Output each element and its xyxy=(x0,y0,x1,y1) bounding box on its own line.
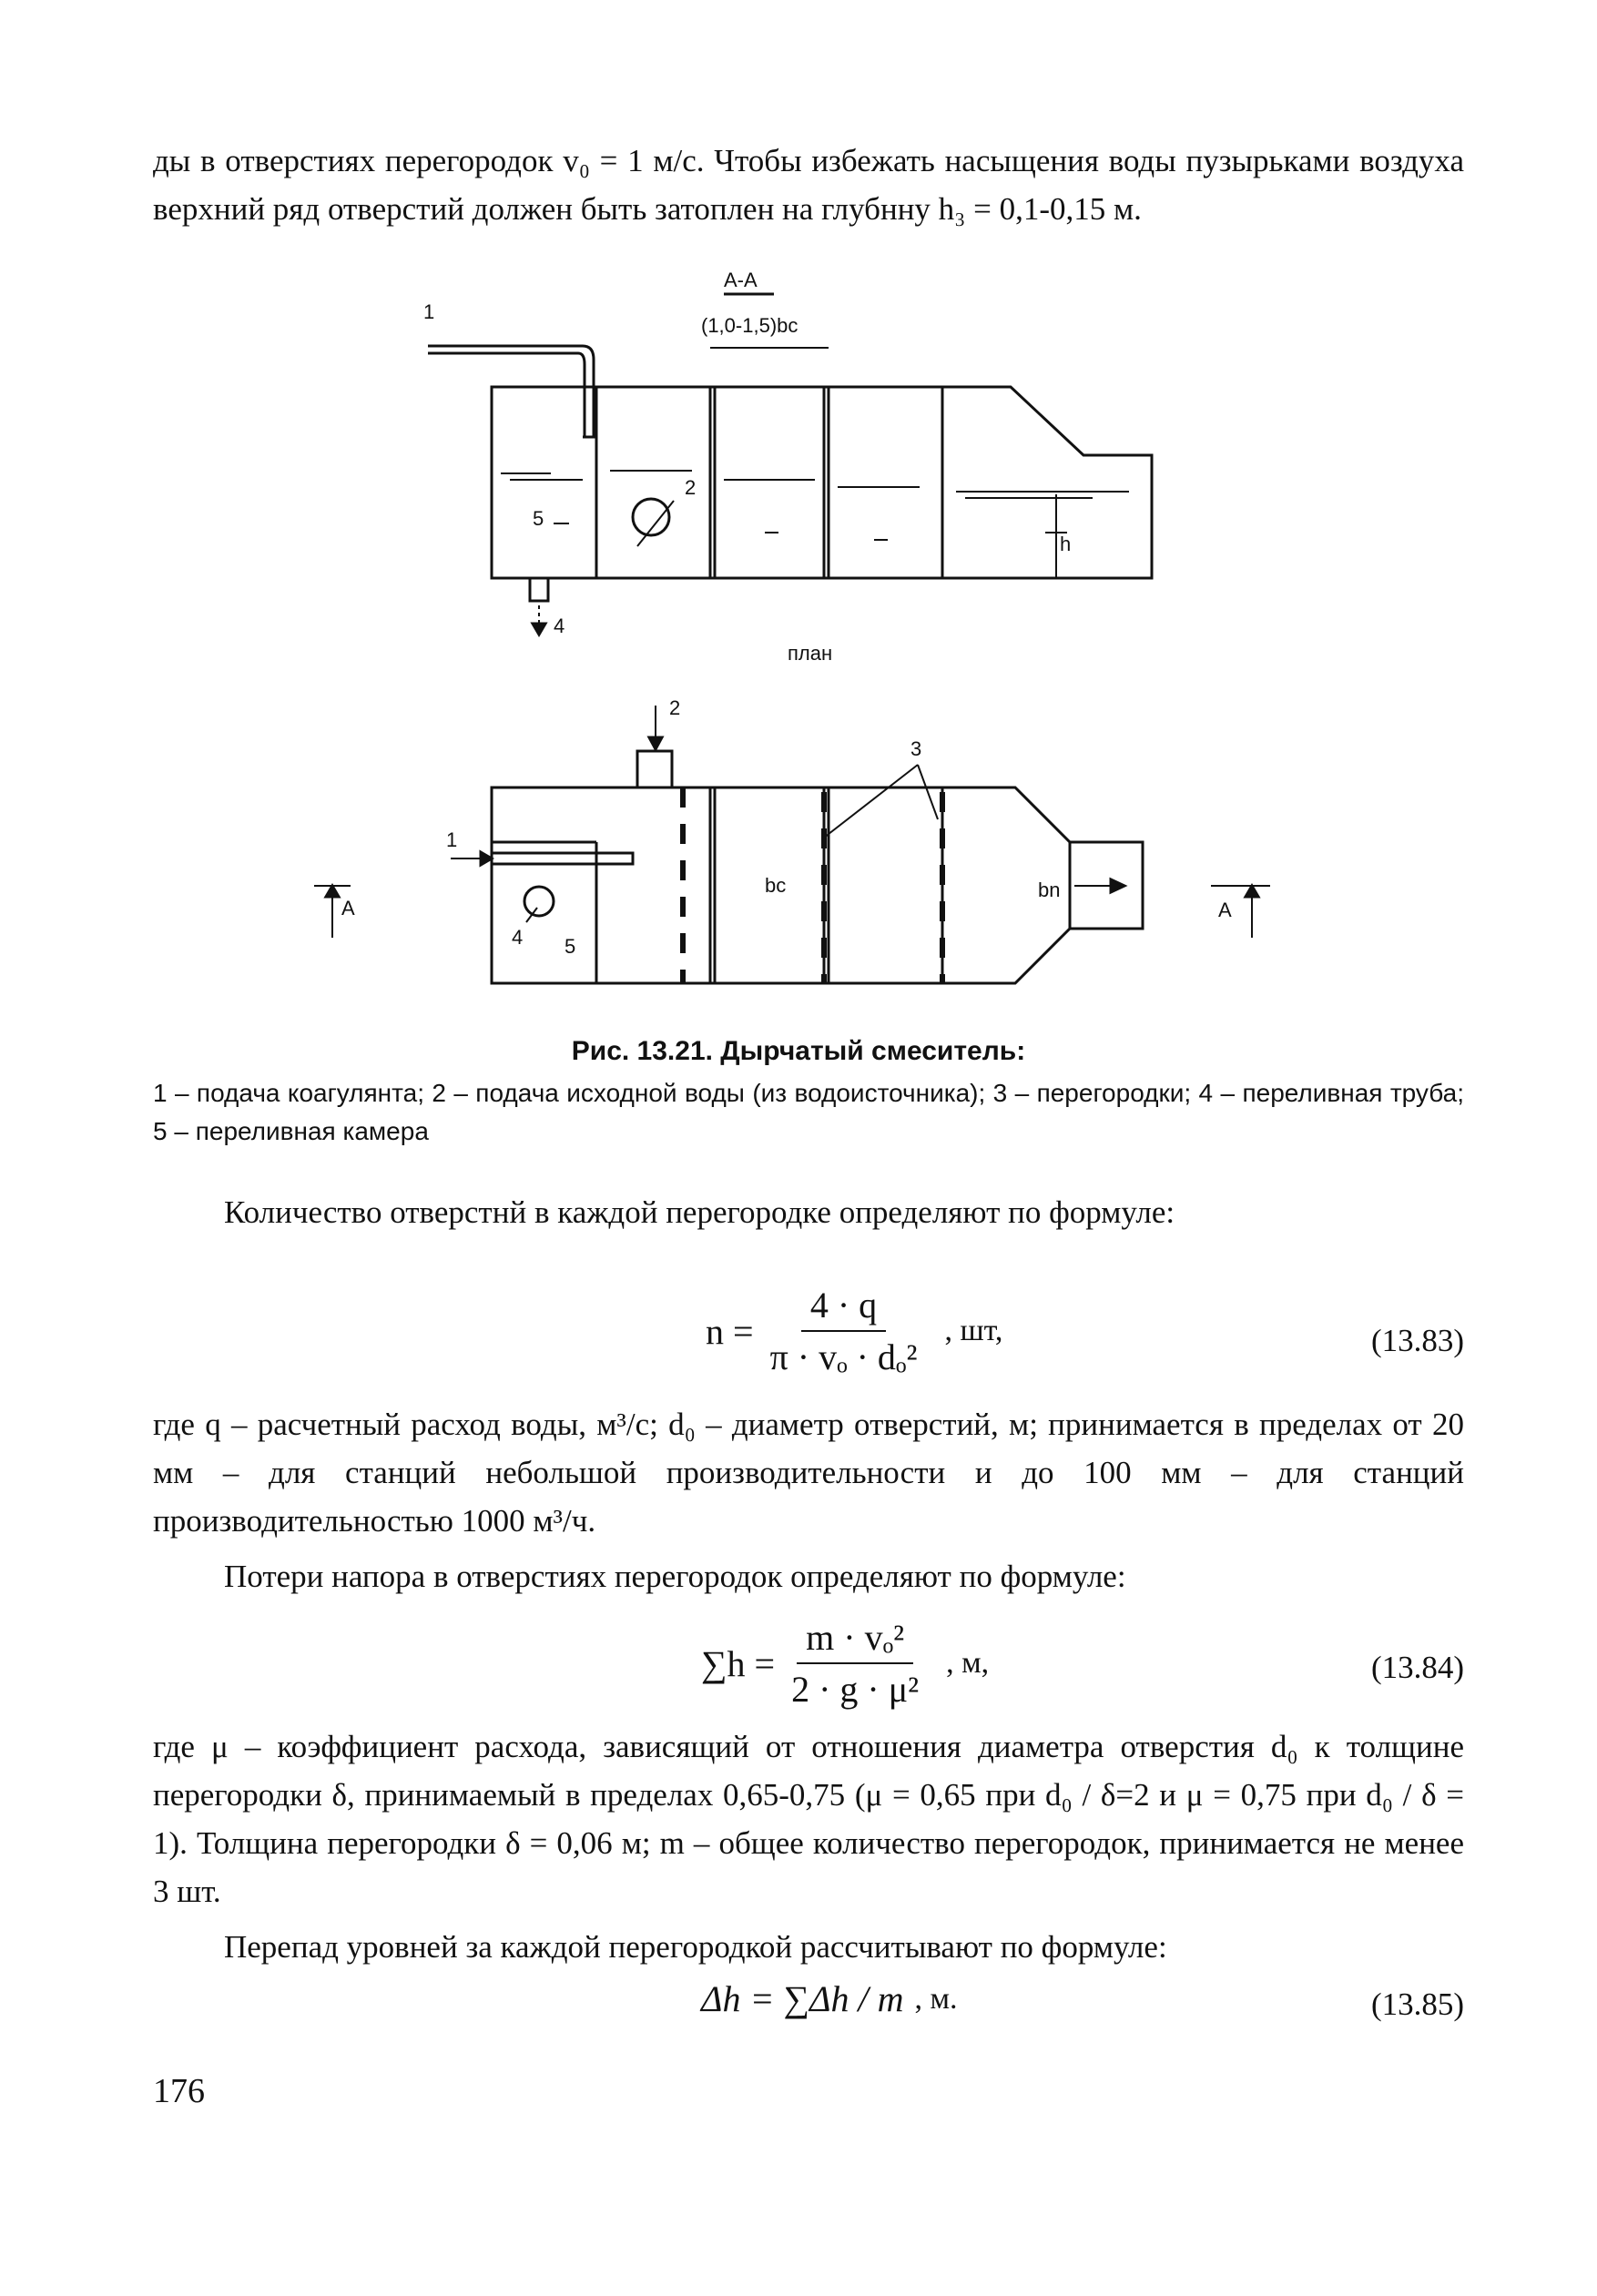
level-drop-intro-paragraph: Перепад уровней за каждой перегородкой рассчитывают по формуле: xyxy=(224,1929,1167,1965)
figure-caption-title: Рис. 13.21. Дырчатый смеситель: xyxy=(571,1036,1026,1066)
formula-13-84-fraction xyxy=(782,1616,928,1711)
formula-13-83-unit: , шт, xyxy=(944,1314,1003,1347)
formula-13-84 xyxy=(701,1616,989,1711)
formula-13-83 xyxy=(706,1284,1002,1378)
label-2-plan: 2 xyxy=(669,696,681,719)
section-marker-right: A xyxy=(1218,899,1232,921)
label-1-plan: 1 xyxy=(446,828,458,851)
figure-caption-text: 1 – подача коагулянта; 2 – подача исходной воды (из водоисточника); 3 – перегородки; 4 – переливная труба; 5 – переливная камера xyxy=(153,1079,1464,1145)
formula-13-83-lhs: n = xyxy=(706,1310,754,1352)
formula-13-83-numerator: 4 · q xyxy=(801,1284,886,1332)
top-paragraph: ды в отверстиях перегородок v₀ = 1 м/с. Чтобы избежать насыщения воды пузырьками воздуха верхний ряд отверстий должен быть затоплен на глубнну h₃ = 0,1-0,15 м. xyxy=(153,143,1464,227)
formula-13-83-denominator: π · vₒ · dₒ² xyxy=(769,1336,918,1377)
label-4-plan: 4 xyxy=(512,926,524,949)
equation-number-13-83: (13.83) xyxy=(1370,1323,1464,1358)
formula-13-85 xyxy=(701,1977,957,2020)
formula-13-85-unit: , м. xyxy=(914,1981,958,2016)
where-q-paragraph: где q – расчетный расход воды, м³/с; d₀ – диаметр отверстий, м; принимается в пределах от 20 мм – для станций небольшой производительности и до 100 мм – для станций производительностью 1000 м³/ч. xyxy=(153,1407,1464,1539)
label-bc: bc xyxy=(765,874,787,897)
label-5-top: 5 xyxy=(533,507,544,530)
page-number: 176 xyxy=(153,2072,205,2110)
label-5-plan: 5 xyxy=(565,935,576,958)
equation-number-13-85: (13.85) xyxy=(1370,1986,1464,2022)
losses-intro-paragraph: Потери напора в отверстиях перегородок определяют по формуле: xyxy=(224,1559,1126,1594)
label-2-top: 2 xyxy=(685,476,697,499)
section-marker-left: A xyxy=(341,897,355,919)
label-4-top: 4 xyxy=(554,615,565,637)
where-mu-paragraph: где μ – коэффициент расхода, зависящий от отношения диаметра отверстия d₀ к толщине перегородки δ, принимаемый в пределах 0,65-0,75 (μ = 0,65 при d₀ / δ=2 и μ = 0,75 при d₀ / δ = 1). Толщина перегородки δ = 0,06 м; m – общее количество перегородок, принимается не менее 3 шт. xyxy=(153,1729,1464,1909)
formula-13-84-unit: , м, xyxy=(946,1646,990,1680)
plan-label: план xyxy=(788,642,833,665)
formula-13-85-expression: Δh = ∑Δh / m xyxy=(701,1978,904,2019)
label-1-top: 1 xyxy=(423,300,435,323)
depth-label: h xyxy=(1060,533,1072,555)
section-label: A-A xyxy=(724,269,758,291)
formula-13-84-lhs: ∑h = xyxy=(701,1642,776,1684)
formula-13-84-numerator: m · vₒ² xyxy=(797,1616,913,1664)
perforated-mixer-diagram xyxy=(310,259,1311,1038)
formula-13-84-denominator: 2 · g · μ² xyxy=(791,1669,920,1710)
formula-13-83-fraction xyxy=(761,1284,927,1378)
label-bn: bn xyxy=(1038,879,1061,901)
mixer-figure xyxy=(310,259,1311,1038)
equation-number-13-84: (13.84) xyxy=(1370,1650,1464,1685)
count-intro-paragraph: Количество отверстнй в каждой перегородке определяют по формуле: xyxy=(224,1194,1175,1230)
label-3-plan: 3 xyxy=(910,737,922,760)
width-label: (1,0-1,5)bc xyxy=(701,314,798,337)
